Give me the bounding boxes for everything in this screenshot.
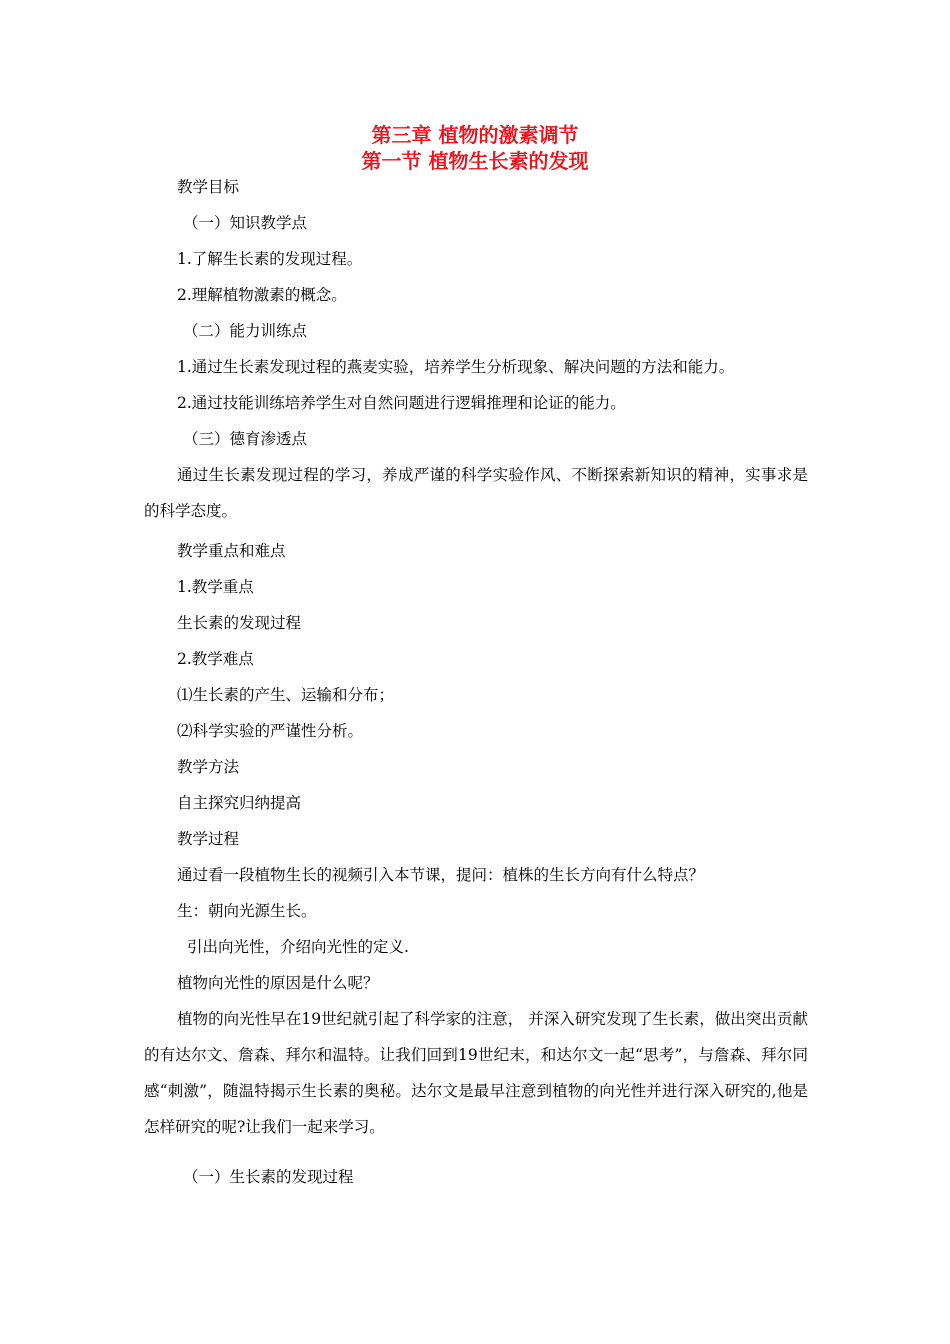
key-point-text: 生长素的发现过程 (177, 614, 302, 632)
phototropism-intro: 引出向光性，介绍向光性的定义. (187, 938, 409, 956)
method-heading: 教学方法 (177, 758, 240, 776)
section-title: 第一节 植物生长素的发现 (361, 149, 589, 173)
process-intro: 通过看一段植物生长的视频引入本节课，提问：植株的生长方向有什么特点？ (177, 866, 705, 884)
objectives-heading: 教学目标 (177, 178, 240, 196)
discovery-heading: （一）生长素的发现过程 (183, 1168, 354, 1186)
knowledge-heading: （一）知识教学点 (183, 214, 308, 232)
moral-heading: （三）德育渗透点 (183, 430, 308, 448)
ability-item-1: 1.通过生长素发现过程的燕麦实验，培养学生分析现象、解决问题的方法和能力。 (177, 358, 735, 376)
difficulty-item-2: ⑵科学实验的严谨性分析。 (177, 722, 364, 740)
ability-heading: （二）能力训练点 (183, 322, 308, 340)
ability-item-2: 2.通过技能训练培养学生对自然问题进行逻辑推理和论证的能力。 (177, 394, 626, 412)
knowledge-item-1: 1.了解生长素的发现过程。 (177, 250, 363, 268)
difficulty-label: 2.教学难点 (177, 650, 254, 668)
difficulty-item-1: ⑴生长素的产生、运输和分布； (177, 686, 395, 704)
method-text: 自主探究归纳提高 (177, 794, 302, 812)
history-paragraph: 植物的向光性早在19世纪就引起了科学家的注意， 并深入研究发现了生长素，做出突出贡献的有达尔文、詹森、拜尔和温特。让我们回到19世纪末，和达尔文一起“思考”，与詹森、拜尔同感“刺激”，随温特揭示生长素的奥秘。达尔文是最早注意到植物的向光性并进行深入研究的,他是怎样研究的呢?让我们一起来学习。 (144, 1010, 808, 1136)
chapter-title: 第三章 植物的激素调节 (371, 123, 579, 147)
key-points-heading: 教学重点和难点 (177, 542, 286, 560)
phototropism-question: 植物向光性的原因是什么呢？ (177, 974, 379, 992)
key-point-label: 1.教学重点 (177, 578, 254, 596)
knowledge-item-2: 2.理解植物激素的概念。 (177, 286, 347, 304)
moral-paragraph: 通过生长素发现过程的学习，养成严谨的科学实验作风、不断探索新知识的精神，实事求是的科学态度。 (144, 466, 808, 520)
process-heading: 教学过程 (177, 830, 240, 848)
student-answer: 生：朝向光源生长。 (177, 902, 317, 920)
